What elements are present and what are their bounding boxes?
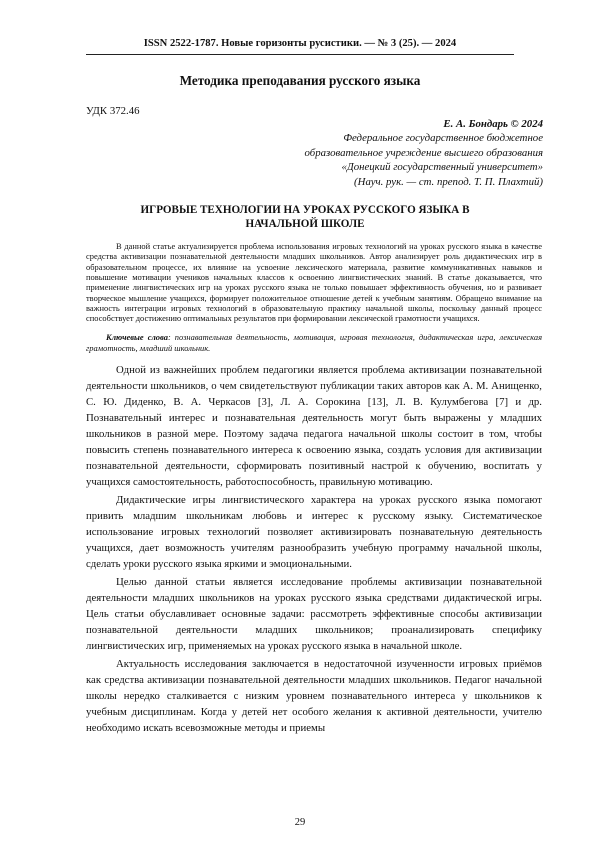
article-title: ИГРОВЫЕ ТЕХНОЛОГИИ НА УРОКАХ РУССКОГО ЯЗЫКА В НАЧАЛЬНОЙ ШКОЛЕ <box>140 204 470 230</box>
article-body <box>86 362 542 738</box>
section-title: Методика преподавания русского языка <box>179 73 421 88</box>
affiliation-line-2: образовательное учреждение высшего образования <box>304 146 543 159</box>
keywords <box>86 332 542 354</box>
body-paragraph-2: Дидактические игры лингвистического характера на уроках русского языка помогают привить младшим школьникам любовь и интерес к русскому языку. Систематическое использование игровых технологий позволяет активизировать познавательную деятельность учащихся, дает возможность учителям разнообразить учебную программу начальной школы, сделать уроки русского языка яркими и эмоциональными. <box>86 494 542 570</box>
author-block <box>203 117 543 189</box>
body-paragraph-4: Актуальность исследования заключается в недостаточной изученности игровых приёмов как средства активизации познавательной деятельности младших школьников. Педагог начальной школы нередко сталкивается с низким уровнем познавательного интереса у школьников к учебным дисциплинам. Когда у детей нет особого желания к активной деятельности, учителю необходимо искать всевозможные методы и приемы <box>86 658 542 734</box>
udk-code: УДК 372.46 <box>86 105 140 117</box>
supervisor: (Науч. рук. — ст. препод. Т. П. Плахтий) <box>354 175 543 188</box>
affiliation-line-1: Федеральное государственное бюджетное <box>343 132 543 145</box>
journal-header: ISSN 2522-1787. Новые горизонты русистики. — № 3 (25). — 2024 <box>143 38 457 49</box>
author-name: Е. А. Бондарь © 2024 <box>443 118 543 130</box>
header-rule <box>86 54 514 55</box>
abstract-text: В данной статье актуализируется проблема использования игровых технологий на уроках русского языка в качестве средства активизации познавательной деятельности младших школьников. Автор анализирует роль дидактических игр в образовательном процессе, их влияние на усвоение лексического материала, развитие коммуникативных навыков и повышение мотивации учеников начальных классов к освоению лингвистических знаний. В статье доказывается, что применение лингвистических игр на уроках русского языка не только повышает эффективность обучения, но и развивает творческое мышление учащихся, формирует положительное отношение детей к учебным занятиям. Обращено внимание на важность интеграции игровых технологий в образовательную практику начальной школы, поскольку данный процесс способствует достижению оптимальных результатов при формировании лексической грамотности учащихся. <box>86 241 542 324</box>
body-paragraph-3: Целью данной статьи является исследование проблемы активизации познавательной деятельности младших школьников на уроках русского языка средствами дидактической игры. Цель статьи обуславливает основные задачи: рассмотреть эффективные способы активизации познавательной деятельности младших школьников; проанализировать специфику лингвистических игр, применяемых на уроках русского языка в начальной школе. <box>86 576 542 652</box>
affiliation-line-3: «Донецкий государственный университет» <box>341 161 543 174</box>
page-number: 29 <box>294 817 306 828</box>
keywords-label: Ключевые слова <box>106 332 168 342</box>
abstract <box>86 241 542 324</box>
body-paragraph-1: Одной из важнейших проблем педагогики является проблема активизации познавательной деятельности школьников, о чем свидетельствуют публикации таких авторов как А. М. Анищенко, С. Ю. Диденко, В. А. Черкасов [3], Л. А. Сорокина [13], Л. В. Кулумбегова [7] и др. Познавательный интерес и познавательная деятельность могут быть выражены у младших школьников в разной мере. Поэтому задача педагога начальной школы состоит в том, чтобы повысить степень познавательного интереса к освоению языка, создать условия для активизации познавательной деятельности, сформировать позитивный настрой к обучению, воспитать у учащихся самостоятельность, работоспособность, правильную мотивацию. <box>86 364 542 488</box>
keywords-text: : познавательная деятельность, мотивация, игровая технология, дидактическая игра, лексическая грамотность, младший школьник. <box>86 332 542 353</box>
